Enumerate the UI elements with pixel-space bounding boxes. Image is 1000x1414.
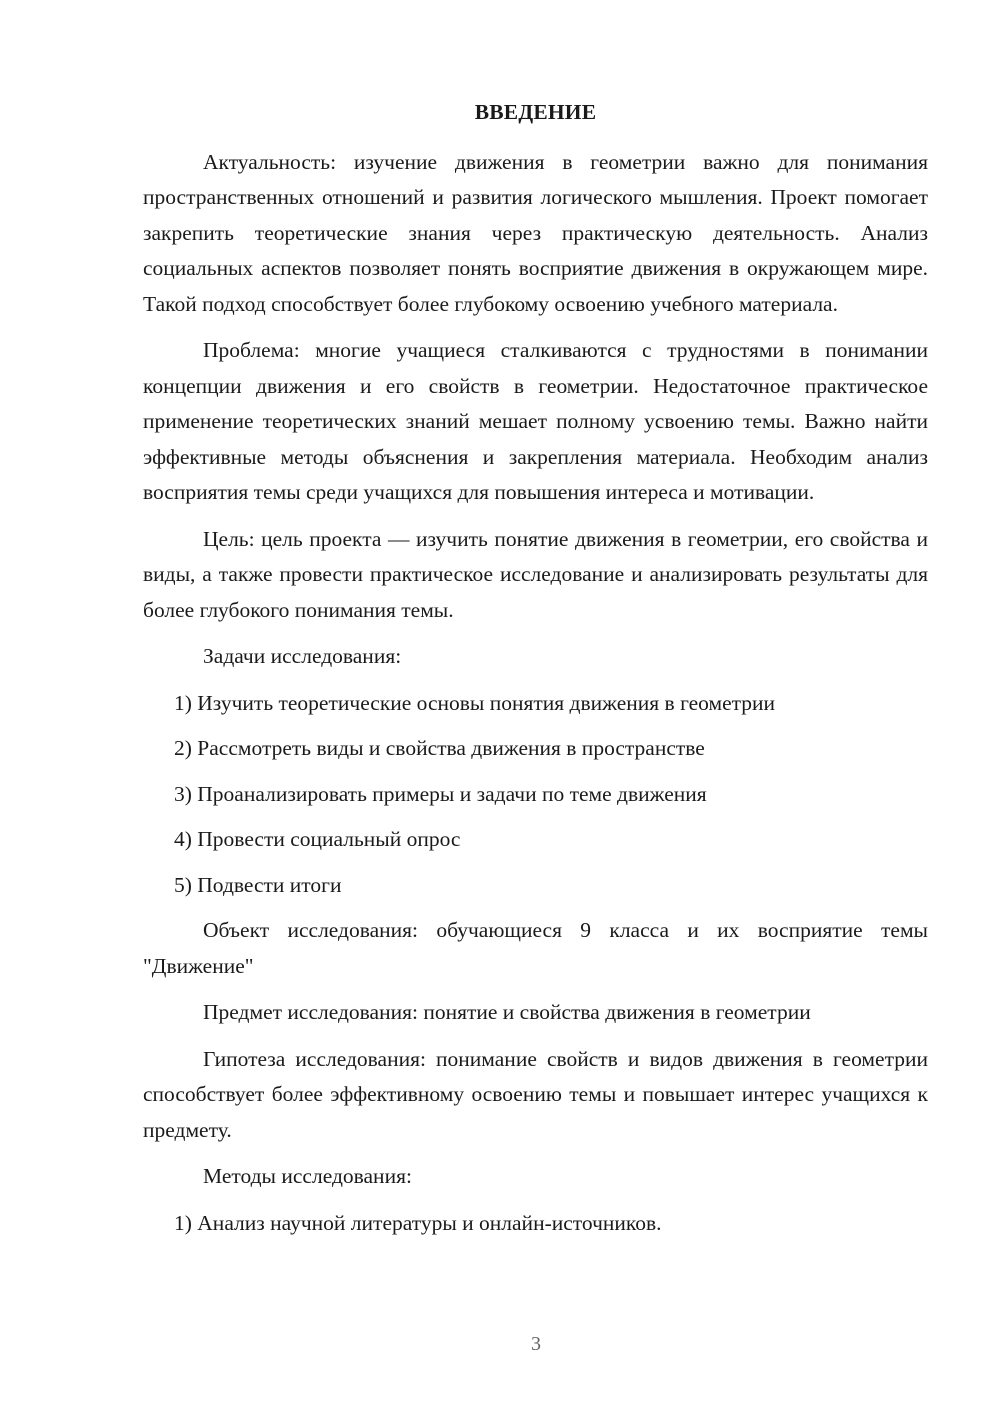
methods-heading: Методы исследования: — [203, 1164, 412, 1188]
page-number: 3 — [531, 1333, 541, 1355]
task-item-1: 1) Изучить теоретические основы понятия движения в геометрии — [174, 690, 776, 715]
tasks-heading: Задачи исследования: — [203, 644, 402, 668]
task-item-5: 5) Подвести итоги — [174, 872, 342, 897]
relevance-paragraph: Актуальность: изучение движения в геометрии важно для понимания пространственных отношений и развития логического мышления. Проект помогает закрепить теоретические знания через практическую деятельность. Анализ социальных аспектов позволяет понять восприятие движения в окружающем мире. Такой подход способствует более глубокому освоению учебного материала. — [143, 149, 928, 316]
task-item-4: 4) Провести социальный опрос — [174, 827, 461, 851]
task-item-2: 2) Рассмотреть виды и свойства движения в пространстве — [174, 736, 705, 760]
hypothesis-paragraph: Гипотеза исследования: понимание свойств и видов движения в геометрии способствует более эффективному освоению темы и повышает интерес учащихся к предмету. — [143, 1046, 928, 1142]
method-item-1: 1) Анализ научной литературы и онлайн-источников. — [174, 1210, 662, 1235]
page-title: ВВЕДЕНИЕ — [474, 100, 597, 124]
page-content — [143, 95, 928, 1251]
object-paragraph: Объект исследования: обучающиеся 9 класса и их восприятие темы "Движение" — [143, 918, 928, 978]
goal-paragraph: Цель: цель проекта — изучить понятие движения в геометрии, его свойства и виды, а также провести практическое исследование и анализировать результаты для более глубокого понимания темы. — [143, 526, 928, 622]
task-item-3: 3) Проанализировать примеры и задачи по теме движения — [174, 781, 707, 806]
subject-paragraph: Предмет исследования: понятие и свойства движения в геометрии — [203, 1000, 811, 1024]
problem-paragraph: Проблема: многие учащиеся сталкиваются с трудностями в понимании концепции движения и его свойств в геометрии. Недостаточное практическое применение теоретических знаний мешает полному усвоению темы. Важно найти эффективные методы объяснения и закрепления материала. Необходим анализ восприятия темы среди учащихся для повышения интереса и мотивации. — [143, 338, 928, 504]
